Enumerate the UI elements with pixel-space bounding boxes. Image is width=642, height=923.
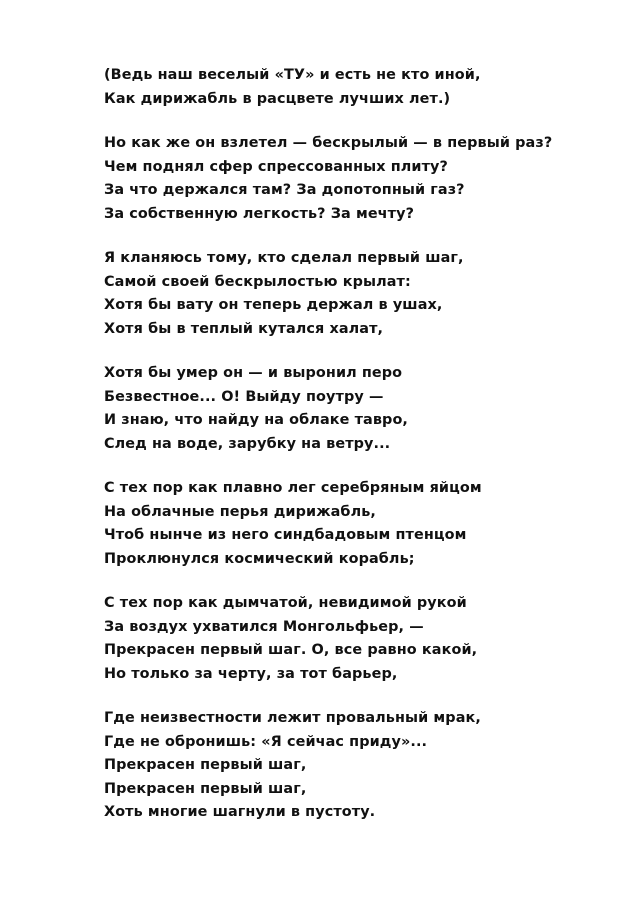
poem-line: На облачные перья дирижабль, <box>104 503 376 520</box>
poem-line: Прекрасен первый шаг, <box>104 757 307 773</box>
poem-line: След на воде, зарубку на ветру... <box>104 435 391 452</box>
stanza <box>104 707 604 825</box>
poem-line: Прекрасен первый шаг. О, все равно какой, <box>104 642 478 658</box>
poem-line: Самой своей бескрылостью крылат: <box>104 273 411 290</box>
poem-line: Хоть многие шагнули в пустоту. <box>104 804 376 820</box>
poem-line: Хотя бы в теплый кутался халат, <box>104 320 384 337</box>
stanza <box>104 64 604 111</box>
stanza <box>104 132 604 226</box>
poem-line: За воздух ухватился Монгольфьер, — <box>104 618 424 635</box>
stanza <box>104 247 604 341</box>
stanza <box>104 362 604 456</box>
poem-line: Где неизвестности лежит провальный мрак, <box>104 710 481 726</box>
poem-line: Хотя бы умер он — и выронил перо <box>104 365 403 381</box>
stanza <box>104 477 604 571</box>
poem-line: С тех пор как плавно лег серебряным яйцом <box>104 480 482 496</box>
poem-line: Я кланяюсь тому, кто сделал первый шаг, <box>104 250 464 266</box>
poem-line: Хотя бы вату он теперь держал в ушах, <box>104 297 443 313</box>
poem-line: С тех пор как дымчатой, невидимой рукой <box>104 595 467 611</box>
poem-line: Но только за черту, за тот барьер, <box>104 665 398 682</box>
poem-line: Как дирижабль в расцвете лучших лет.) <box>104 90 451 107</box>
poem-line: Безвестное... О! Выйду поутру — <box>104 388 384 405</box>
poem-line: Проклюнулся космический корабль; <box>104 550 415 567</box>
poem-line: За что держался там? За допотопный газ? <box>104 182 465 198</box>
poem-line: Чем поднял сфер спрессованных плиту? <box>104 158 448 175</box>
poem-line: Прекрасен первый шаг, <box>104 780 307 797</box>
poem-line: Но как же он взлетел — бескрылый — в первый раз? <box>104 135 553 151</box>
poem-line: Где не обронишь: «Я сейчас приду»... <box>104 733 428 750</box>
poem-line: И знаю, что найду на облаке тавро, <box>104 412 409 428</box>
poem-line: (Ведь наш веселый «ТУ» и есть не кто иной, <box>104 67 481 83</box>
poem-line: Чтоб нынче из него синдбадовым птенцом <box>104 527 467 543</box>
poem-text <box>104 64 604 846</box>
stanza <box>104 592 604 686</box>
poem-line: За собственную легкость? За мечту? <box>104 205 415 222</box>
